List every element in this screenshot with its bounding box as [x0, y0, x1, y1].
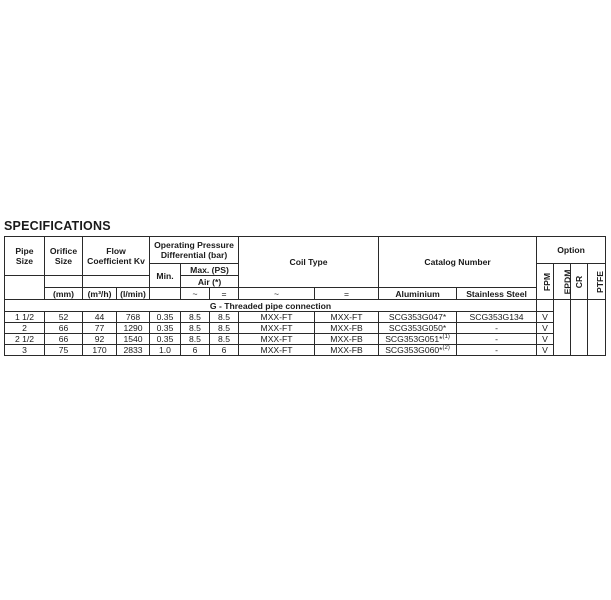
cell-kv-lmin: 1540 [117, 334, 150, 345]
cell-kv-lmin: 2833 [117, 345, 150, 356]
cell-pipe: 2 [5, 323, 45, 334]
header-pipe-size-cont [5, 276, 45, 288]
cell-orifice: 66 [45, 334, 83, 345]
table-row [5, 334, 606, 345]
cell-min: 0.35 [150, 323, 181, 334]
cell-orifice: 75 [45, 345, 83, 356]
cell-pipe: 2 1/2 [5, 334, 45, 345]
header-coil-dc: = [315, 288, 379, 300]
header-epdm [554, 264, 571, 300]
cell-max-ac: 6 [181, 345, 210, 356]
cell-kv-m3h: 92 [83, 334, 117, 345]
cell-orifice: 66 [45, 323, 83, 334]
aluminium-code: SCG353G050* [388, 323, 447, 333]
cell-coil-dc: MXX-FT [315, 312, 379, 323]
aluminium-code: SCG353G047* [388, 312, 447, 322]
aluminium-note: (2) [442, 345, 450, 352]
header-coil-ac: ~ [239, 288, 315, 300]
cell-max-dc: 8.5 [210, 334, 239, 345]
header-aluminium: Aluminium [379, 288, 457, 300]
header-stainless-steel: Stainless Steel [457, 288, 537, 300]
cell-coil-ac: MXX-FT [239, 334, 315, 345]
ptfe-label: PTFE [595, 270, 606, 293]
cell-kv-lmin: 1290 [117, 323, 150, 334]
unit-mm: (mm) [45, 288, 83, 300]
cell-kv-m3h: 170 [83, 345, 117, 356]
header-flow-cont [83, 276, 150, 288]
cell-fpm: V [537, 312, 554, 323]
cell-stainless: SCG353G134 [457, 312, 537, 323]
cell-fpm: V [537, 345, 554, 356]
cell-max-ac: 8.5 [181, 312, 210, 323]
header-catalog-number: Catalog Number [379, 237, 537, 288]
cell-coil-dc: MXX-FB [315, 345, 379, 356]
header-min: Min. [150, 264, 181, 288]
cell-pipe: 3 [5, 345, 45, 356]
cell-kv-m3h: 44 [83, 312, 117, 323]
cell-fpm: V [537, 323, 554, 334]
unit-m3h: (m³/h) [83, 288, 117, 300]
table-row [5, 312, 606, 323]
cell-min: 0.35 [150, 334, 181, 345]
cell-max-ac: 8.5 [181, 334, 210, 345]
cell-max-dc: 6 [210, 345, 239, 356]
header-air: Air (*) [181, 276, 239, 288]
cell-pipe: 1 1/2 [5, 312, 45, 323]
cell-max-dc: 8.5 [210, 312, 239, 323]
cell-coil-ac: MXX-FT [239, 312, 315, 323]
specifications-table [4, 236, 606, 356]
cell-orifice: 52 [45, 312, 83, 323]
cell-coil-ac: MXX-FT [239, 323, 315, 334]
cr-label: CR [574, 275, 585, 288]
header-option: Option [537, 237, 606, 264]
cell-kv-m3h: 77 [83, 323, 117, 334]
cr-column-blank [571, 300, 588, 356]
cell-fpm: V [537, 334, 554, 345]
header-operating-pressure: Operating Pressure Differential (bar) [150, 237, 239, 264]
header-orifice-size: Orifice Size [45, 237, 83, 276]
aluminium-code: SCG353G060* [385, 345, 443, 355]
page-title: SPECIFICATIONS [4, 219, 111, 233]
cell-coil-ac: MXX-FT [239, 345, 315, 356]
section-label: G - Threaded pipe connection [5, 300, 537, 312]
aluminium-code: SCG353G051* [385, 334, 443, 344]
unit-lmin: (l/min) [117, 288, 150, 300]
cell-min: 0.35 [150, 312, 181, 323]
header-pipe-size: Pipe Size [5, 237, 45, 276]
cell-max-ac: 8.5 [181, 323, 210, 334]
cell-coil-dc: MXX-FB [315, 334, 379, 345]
header-ptfe [588, 264, 606, 300]
header-coil-type: Coil Type [239, 237, 379, 288]
header-pipe-size-blank [5, 288, 45, 300]
ptfe-column-blank [588, 300, 606, 356]
table-row [5, 345, 606, 356]
cell-coil-dc: MXX-FB [315, 323, 379, 334]
epdm-column-blank [554, 300, 571, 356]
cell-kv-lmin: 768 [117, 312, 150, 323]
cell-aluminium [379, 334, 457, 345]
fpm-label: FPM [542, 272, 553, 291]
header-fpm [537, 264, 554, 300]
cell-stainless: - [457, 334, 537, 345]
cell-aluminium [379, 312, 457, 323]
epdm-label: EPDM [562, 269, 573, 294]
section-fpm-blank [537, 300, 554, 312]
aluminium-note: (1) [442, 334, 450, 341]
header-min-blank [150, 288, 181, 300]
header-max-dc: = [210, 288, 239, 300]
cell-stainless: - [457, 323, 537, 334]
header-max-ps: Max. (PS) [181, 264, 239, 276]
cell-max-dc: 8.5 [210, 323, 239, 334]
cell-min: 1.0 [150, 345, 181, 356]
cell-stainless: - [457, 345, 537, 356]
header-max-ac: ~ [181, 288, 210, 300]
header-flow-coefficient: Flow Coefficient Kv [83, 237, 150, 276]
cell-aluminium [379, 345, 457, 356]
table-row [5, 323, 606, 334]
cell-aluminium [379, 323, 457, 334]
header-orifice-size-cont [45, 276, 83, 288]
header-cr [571, 264, 588, 300]
